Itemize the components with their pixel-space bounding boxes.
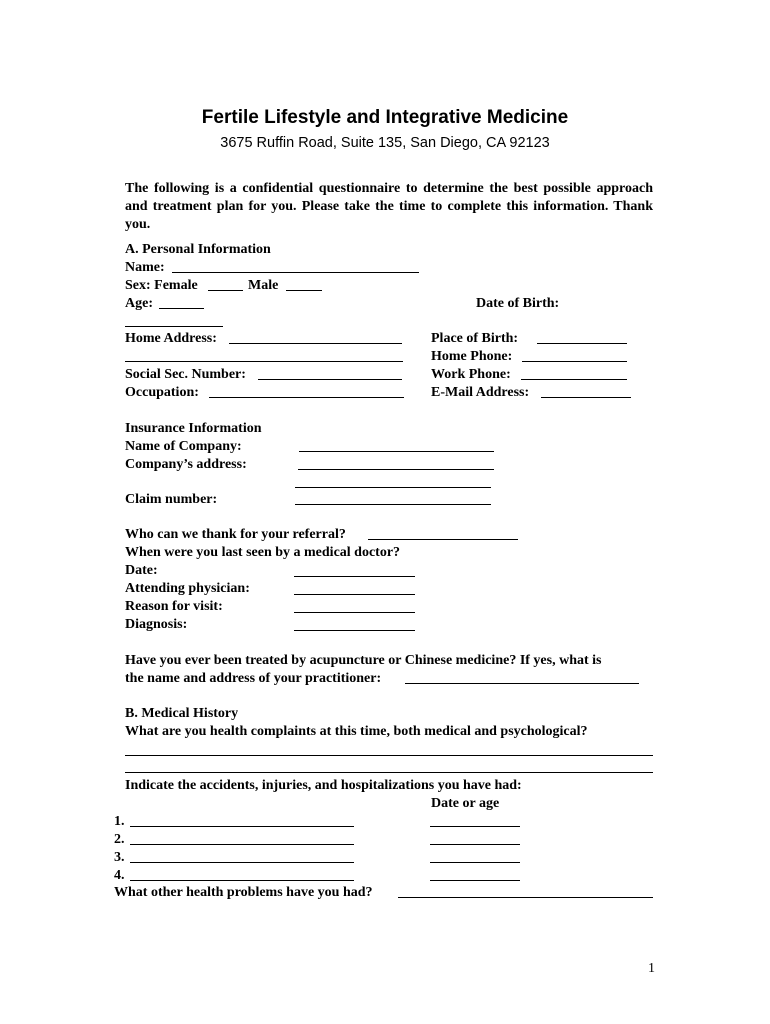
email-label: E-Mail Address: <box>431 385 530 400</box>
dob-label: Date of Birth: <box>476 296 560 311</box>
occupation-label: Occupation: <box>125 385 199 400</box>
accident-item-number: 4. <box>114 868 125 883</box>
accident-date-field[interactable] <box>430 880 520 881</box>
company-address-field[interactable] <box>298 469 494 470</box>
personal-info-heading: A. Personal Information <box>125 242 271 257</box>
sex-male-field[interactable] <box>286 290 322 291</box>
company-name-field[interactable] <box>299 451 494 452</box>
visit-date-label: Date: <box>125 563 158 578</box>
claim-number-field[interactable] <box>295 504 491 505</box>
complaints-field[interactable] <box>125 755 653 756</box>
physician-field[interactable] <box>294 594 415 595</box>
work-phone-field[interactable] <box>521 379 627 380</box>
sex-female-label: Sex: Female <box>125 278 198 293</box>
other-problems-field[interactable] <box>398 897 653 898</box>
company-address-label: Company’s address: <box>125 457 247 472</box>
place-of-birth-field[interactable] <box>537 343 627 344</box>
home-address-label: Home Address: <box>125 331 217 346</box>
accidents-label: Indicate the accidents, injuries, and hospitalizations you have had: <box>125 778 522 793</box>
other-problems-label: What other health problems have you had? <box>114 885 373 900</box>
practitioner-field[interactable] <box>405 683 639 684</box>
work-phone-label: Work Phone: <box>431 367 511 382</box>
ssn-label: Social Sec. Number: <box>125 367 246 382</box>
page-number: 1 <box>648 961 655 976</box>
visit-reason-label: Reason for visit: <box>125 599 223 614</box>
complaints-field-2[interactable] <box>125 772 653 773</box>
home-phone-field[interactable] <box>522 361 627 362</box>
email-field[interactable] <box>541 397 631 398</box>
age-label: Age: <box>125 296 153 311</box>
company-address-field-2[interactable] <box>295 487 491 488</box>
accident-date-field[interactable] <box>430 826 520 827</box>
visit-reason-field[interactable] <box>294 612 415 613</box>
home-address-field[interactable] <box>229 343 402 344</box>
dob-field[interactable] <box>125 326 223 327</box>
visit-date-field[interactable] <box>294 576 415 577</box>
sex-female-field[interactable] <box>208 290 243 291</box>
intro-paragraph: The following is a confidential questionnaire to determine the best possible approach and treatment plan for you. Please take the time to complete this information. Thank you. <box>125 181 653 232</box>
accident-date-field[interactable] <box>430 844 520 845</box>
last-seen-label: When were you last seen by a medical doctor? <box>125 545 401 560</box>
place-of-birth-label: Place of Birth: <box>431 331 519 346</box>
physician-label: Attending physician: <box>125 581 250 596</box>
occupation-field[interactable] <box>209 397 404 398</box>
acupuncture-question: Have you ever been treated by acupuncture or Chinese medicine? If yes, what is <box>125 653 602 668</box>
diagnosis-field[interactable] <box>294 630 415 631</box>
accident-item-number: 1. <box>114 814 125 829</box>
diagnosis-label: Diagnosis: <box>125 617 188 632</box>
page-title: Fertile Lifestyle and Integrative Medicine <box>201 107 569 128</box>
date-or-age-label: Date or age <box>431 796 500 811</box>
ssn-field[interactable] <box>258 379 402 380</box>
home-phone-label: Home Phone: <box>431 349 513 364</box>
accident-item-number: 2. <box>114 832 125 847</box>
home-address-field-2[interactable] <box>125 361 403 362</box>
sex-male-label: Male <box>248 278 279 293</box>
complaints-label: What are you health complaints at this time, both medical and psychological? <box>125 724 588 739</box>
age-field[interactable] <box>159 308 204 309</box>
accident-item-field[interactable] <box>130 826 354 827</box>
clinic-address: 3675 Ruffin Road, Suite 135, San Diego, CA 92123 <box>220 135 550 151</box>
practitioner-label: the name and address of your practitioner: <box>125 671 382 686</box>
insurance-heading: Insurance Information <box>125 421 262 436</box>
referral-label: Who can we thank for your referral? <box>125 527 346 542</box>
accident-item-field[interactable] <box>130 880 354 881</box>
accident-item-number: 3. <box>114 850 125 865</box>
accident-item-field[interactable] <box>130 862 354 863</box>
claim-number-label: Claim number: <box>125 492 218 507</box>
name-label: Name: <box>125 260 165 275</box>
accident-item-field[interactable] <box>130 844 354 845</box>
referral-field[interactable] <box>368 539 518 540</box>
name-field[interactable] <box>172 272 419 273</box>
medical-history-heading: B. Medical History <box>125 706 239 721</box>
company-name-label: Name of Company: <box>125 439 242 454</box>
accident-date-field[interactable] <box>430 862 520 863</box>
